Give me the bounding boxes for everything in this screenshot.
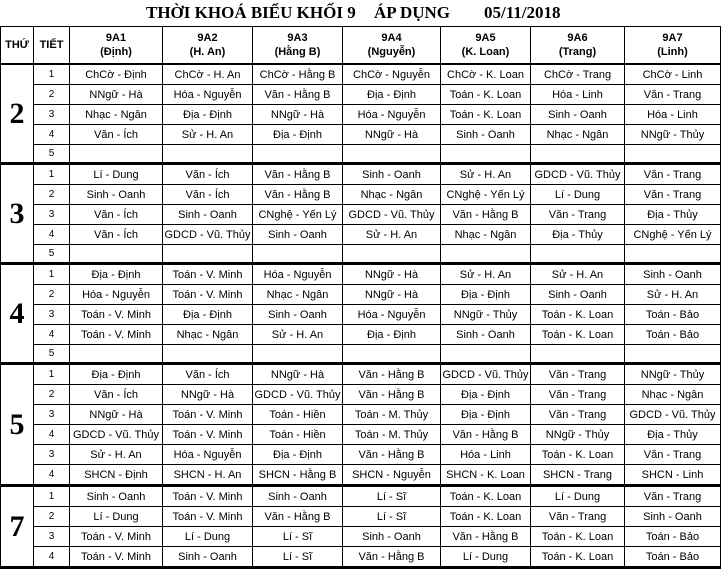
lesson-cell: Địa - Định (343, 85, 441, 105)
lesson-cell: SHCN - Định (70, 465, 163, 486)
class-teacher: (Nguyễn) (367, 46, 416, 58)
lesson-cell: Sinh - Oanh (253, 225, 343, 245)
lesson-cell: Văn - Trang (531, 385, 625, 405)
lesson-cell: Địa - Định (70, 364, 163, 385)
lesson-cell: Hóa - Nguyễn (343, 305, 441, 325)
lesson-cell: Văn - Trang (625, 185, 721, 205)
lesson-cell: Toán - M. Thủy (343, 405, 441, 425)
lesson-cell: Hóa - Nguyễn (163, 85, 253, 105)
lesson-cell: Toán - Bảo (625, 325, 721, 345)
lesson-cell: NNgữ - Hà (343, 285, 441, 305)
lesson-cell: Sinh - Oanh (253, 305, 343, 325)
lesson-cell (531, 245, 625, 264)
lesson-cell: Toán - Bảo (625, 547, 721, 568)
lesson-cell: Văn - Hằng B (441, 527, 531, 547)
title-date: 05/11/2018 (484, 3, 561, 22)
period-cell: 5 (34, 245, 70, 264)
lesson-cell (70, 245, 163, 264)
lesson-cell: Văn - Ích (70, 385, 163, 405)
class-code: 9A7 (662, 32, 683, 44)
lesson-cell (625, 245, 721, 264)
period-cell: 3 (34, 527, 70, 547)
lesson-cell: ChCờ - Linh (625, 64, 721, 85)
day-header: THỨ (1, 27, 34, 65)
lesson-cell: Sử - H. An (441, 164, 531, 185)
lesson-cell: Văn - Hằng B (253, 85, 343, 105)
lesson-cell: Toán - Bảo (625, 527, 721, 547)
timetable-row (1, 105, 721, 125)
lesson-cell: Lí - Dung (163, 527, 253, 547)
period-cell: 3 (34, 205, 70, 225)
lesson-cell: NNgữ - Thủy (531, 425, 625, 445)
lesson-cell (253, 345, 343, 364)
period-cell: 5 (34, 145, 70, 164)
lesson-cell: Văn - Trang (625, 164, 721, 185)
lesson-cell: Nhạc - Ngân (531, 125, 625, 145)
lesson-cell: GDCD - Vũ. Thủy (441, 364, 531, 385)
period-cell: 3 (34, 445, 70, 465)
lesson-cell: Văn - Hằng B (343, 547, 441, 568)
lesson-cell: Văn - Hằng B (441, 425, 531, 445)
lesson-cell: Văn - Trang (625, 486, 721, 507)
period-cell: 4 (34, 465, 70, 486)
lesson-cell (253, 145, 343, 164)
lesson-cell: Hóa - Linh (441, 445, 531, 465)
class-header-9a5 (441, 27, 531, 65)
lesson-cell: Toán - K. Loan (531, 445, 625, 465)
lesson-cell: Địa - Thủy (625, 425, 721, 445)
timetable-row (1, 85, 721, 105)
lesson-cell: Toán - V. Minh (70, 305, 163, 325)
lesson-cell: Văn - Ích (70, 125, 163, 145)
lesson-cell: Sử - H. An (531, 264, 625, 285)
lesson-cell: NNgữ - Hà (253, 105, 343, 125)
class-code: 9A5 (475, 32, 496, 44)
lesson-cell: SHCN - Trang (531, 465, 625, 486)
timetable-row (1, 465, 721, 486)
day-cell: 2 (1, 64, 34, 164)
period-cell: 5 (34, 345, 70, 364)
lesson-cell: Hóa - Linh (531, 85, 625, 105)
lesson-cell: Văn - Trang (531, 507, 625, 527)
timetable-row (1, 527, 721, 547)
lesson-cell: Toán - V. Minh (163, 264, 253, 285)
lesson-cell: Sinh - Oanh (163, 547, 253, 568)
lesson-cell: ChCờ - Trang (531, 64, 625, 85)
timetable-row (1, 185, 721, 205)
lesson-cell (625, 145, 721, 164)
lesson-cell: Lí - Dung (531, 486, 625, 507)
lesson-cell: Toán - V. Minh (163, 486, 253, 507)
timetable-row (1, 425, 721, 445)
lesson-cell: NNgữ - Hà (253, 364, 343, 385)
period-cell: 2 (34, 385, 70, 405)
lesson-cell: Toán - Hiền (253, 425, 343, 445)
timetable-row (1, 285, 721, 305)
timetable-row (1, 264, 721, 285)
lesson-cell (343, 345, 441, 364)
lesson-cell: Văn - Ích (163, 164, 253, 185)
lesson-cell: CNghệ - Yến Lý (253, 205, 343, 225)
class-code: 9A2 (197, 32, 218, 44)
lesson-cell: Văn - Trang (531, 364, 625, 385)
lesson-cell: Toán - K. Loan (441, 105, 531, 125)
lesson-cell: Văn - Hằng B (343, 445, 441, 465)
lesson-cell: Nhạc - Ngân (343, 185, 441, 205)
lesson-cell: ChCờ - Nguyễn (343, 64, 441, 85)
lesson-cell: Toán - V. Minh (70, 547, 163, 568)
lesson-cell: Sinh - Oanh (343, 164, 441, 185)
lesson-cell: Sinh - Oanh (343, 527, 441, 547)
timetable-row (1, 64, 721, 85)
lesson-cell: NNgữ - Thủy (625, 364, 721, 385)
lesson-cell: Địa - Định (343, 325, 441, 345)
period-cell: 1 (34, 64, 70, 85)
lesson-cell: SHCN - Hằng B (253, 465, 343, 486)
lesson-cell: Sinh - Oanh (531, 105, 625, 125)
lesson-cell: GDCD - Vũ. Thủy (343, 205, 441, 225)
lesson-cell: Toán - V. Minh (163, 425, 253, 445)
timetable-title (0, 0, 721, 26)
lesson-cell (253, 245, 343, 264)
lesson-cell: Sinh - Oanh (441, 325, 531, 345)
period-cell: 4 (34, 547, 70, 568)
lesson-cell: Toán - Bảo (625, 305, 721, 325)
lesson-cell: NNgữ - Thủy (441, 305, 531, 325)
lesson-cell: Văn - Ích (163, 185, 253, 205)
lesson-cell: Văn - Hằng B (253, 164, 343, 185)
lesson-cell: SHCN - Linh (625, 465, 721, 486)
lesson-cell: Sinh - Oanh (625, 264, 721, 285)
lesson-cell: SHCN - H. An (163, 465, 253, 486)
day-cell: 3 (1, 164, 34, 264)
period-cell: 4 (34, 125, 70, 145)
timetable-row (1, 125, 721, 145)
lesson-cell: Sử - H. An (441, 264, 531, 285)
lesson-cell: CNghệ - Yến Lý (625, 225, 721, 245)
timetable-row (1, 405, 721, 425)
lesson-cell: Hóa - Nguyễn (70, 285, 163, 305)
lesson-cell: Địa - Định (441, 385, 531, 405)
lesson-cell (70, 345, 163, 364)
lesson-cell: Sinh - Oanh (531, 285, 625, 305)
lesson-cell: Toán - K. Loan (441, 85, 531, 105)
lesson-cell: Toán - V. Minh (163, 405, 253, 425)
lesson-cell: GDCD - Vũ. Thủy (531, 164, 625, 185)
lesson-cell: Nhạc - Ngân (253, 285, 343, 305)
title-apply: ÁP DỤNG (374, 3, 451, 22)
class-code: 9A4 (381, 32, 402, 44)
lesson-cell: Văn - Trang (531, 205, 625, 225)
lesson-cell (163, 345, 253, 364)
lesson-cell: ChCờ - Hằng B (253, 64, 343, 85)
lesson-cell: Toán - K. Loan (531, 305, 625, 325)
lesson-cell: Nhạc - Ngân (163, 325, 253, 345)
lesson-cell: Nhạc - Ngân (441, 225, 531, 245)
lesson-cell: Địa - Định (163, 305, 253, 325)
timetable-row (1, 547, 721, 568)
lesson-cell: Địa - Thủy (531, 225, 625, 245)
lesson-cell: Văn - Hằng B (253, 185, 343, 205)
lesson-cell (441, 145, 531, 164)
lesson-cell: Sử - H. An (253, 325, 343, 345)
header-row (1, 27, 721, 65)
class-teacher: (Định) (100, 46, 132, 58)
lesson-cell: Văn - Ích (163, 364, 253, 385)
lesson-cell: NNgữ - Hà (163, 385, 253, 405)
lesson-cell (343, 145, 441, 164)
lesson-cell: Lí - Dung (441, 547, 531, 568)
lesson-cell: Sinh - Oanh (70, 185, 163, 205)
lesson-cell: Lí - Sĩ (343, 507, 441, 527)
lesson-cell: Lí - Sĩ (253, 527, 343, 547)
period-cell: 3 (34, 105, 70, 125)
lesson-cell: NNgữ - Hà (343, 125, 441, 145)
lesson-cell: Toán - V. Minh (70, 325, 163, 345)
lesson-cell: Sử - H. An (70, 445, 163, 465)
period-header: TIẾT (34, 27, 70, 65)
period-cell: 1 (34, 364, 70, 385)
lesson-cell: Văn - Hằng B (343, 364, 441, 385)
lesson-cell: Lí - Sĩ (253, 547, 343, 568)
day-cell: 4 (1, 264, 34, 364)
lesson-cell: Sinh - Oanh (163, 205, 253, 225)
class-code: 9A3 (287, 32, 308, 44)
lesson-cell (531, 145, 625, 164)
lesson-cell: NNgữ - Hà (70, 405, 163, 425)
lesson-cell: Địa - Định (253, 125, 343, 145)
class-header-9a2 (163, 27, 253, 65)
lesson-cell (163, 145, 253, 164)
lesson-cell: Lí - Dung (70, 507, 163, 527)
lesson-cell: Hóa - Nguyễn (163, 445, 253, 465)
title-main: THỜI KHOÁ BIỂU KHỐI 9 (146, 3, 356, 22)
lesson-cell: Hóa - Linh (625, 105, 721, 125)
lesson-cell: Hóa - Nguyễn (253, 264, 343, 285)
lesson-cell: CNghệ - Yến Lý (441, 185, 531, 205)
timetable-row (1, 445, 721, 465)
period-cell: 2 (34, 185, 70, 205)
class-code: 9A6 (567, 32, 588, 44)
class-header-9a7 (625, 27, 721, 65)
lesson-cell (531, 345, 625, 364)
lesson-cell: Địa - Định (70, 264, 163, 285)
class-header-9a3 (253, 27, 343, 65)
lesson-cell: Địa - Định (441, 285, 531, 305)
lesson-cell: Sử - H. An (625, 285, 721, 305)
lesson-cell (625, 345, 721, 364)
lesson-cell: Toán - V. Minh (70, 527, 163, 547)
lesson-cell: Toán - K. Loan (531, 325, 625, 345)
period-cell: 1 (34, 264, 70, 285)
lesson-cell: Nhạc - Ngân (625, 385, 721, 405)
class-teacher: (H. An) (189, 46, 226, 58)
period-cell: 3 (34, 405, 70, 425)
class-teacher: (Linh) (657, 46, 688, 58)
timetable-row (1, 486, 721, 507)
lesson-cell: NNgữ - Hà (70, 85, 163, 105)
period-cell: 1 (34, 164, 70, 185)
period-cell: 2 (34, 285, 70, 305)
lesson-cell: Văn - Ích (70, 205, 163, 225)
lesson-cell: SHCN - Nguyễn (343, 465, 441, 486)
period-cell: 3 (34, 305, 70, 325)
lesson-cell (343, 245, 441, 264)
period-cell: 4 (34, 225, 70, 245)
timetable-row (1, 225, 721, 245)
timetable-body (1, 64, 721, 568)
period-cell: 4 (34, 425, 70, 445)
lesson-cell: Toán - Hiền (253, 405, 343, 425)
class-code: 9A1 (105, 32, 127, 44)
lesson-cell: Văn - Trang (625, 85, 721, 105)
lesson-cell: GDCD - Vũ. Thủy (70, 425, 163, 445)
lesson-cell: Toán - K. Loan (531, 527, 625, 547)
timetable-row (1, 345, 721, 364)
lesson-cell: Lí - Dung (531, 185, 625, 205)
timetable-row (1, 507, 721, 527)
lesson-cell: ChCờ - Định (70, 64, 163, 85)
lesson-cell: Địa - Định (253, 445, 343, 465)
class-teacher: (Hằng B) (274, 46, 321, 58)
lesson-cell: ChCờ - K. Loan (441, 64, 531, 85)
lesson-cell: NNgữ - Hà (343, 264, 441, 285)
lesson-cell: Văn - Hằng B (441, 205, 531, 225)
lesson-cell: Toán - K. Loan (441, 507, 531, 527)
timetable-row (1, 364, 721, 385)
lesson-cell: Sử - H. An (343, 225, 441, 245)
timetable-row (1, 164, 721, 185)
lesson-cell: SHCN - K. Loan (441, 465, 531, 486)
period-cell: 4 (34, 325, 70, 345)
timetable-row (1, 305, 721, 325)
lesson-cell: Lí - Dung (70, 164, 163, 185)
period-cell: 2 (34, 507, 70, 527)
lesson-cell: Hóa - Nguyễn (343, 105, 441, 125)
lesson-cell: GDCD - Vũ. Thủy (163, 225, 253, 245)
period-cell: 1 (34, 486, 70, 507)
lesson-cell: NNgữ - Thủy (625, 125, 721, 145)
timetable-row (1, 325, 721, 345)
lesson-cell: Văn - Hằng B (343, 385, 441, 405)
lesson-cell: Toán - V. Minh (163, 285, 253, 305)
lesson-cell: Sinh - Oanh (625, 507, 721, 527)
lesson-cell (441, 245, 531, 264)
timetable-row (1, 205, 721, 225)
day-cell: 7 (1, 486, 34, 568)
lesson-cell: Địa - Định (441, 405, 531, 425)
lesson-cell: Văn - Ích (70, 225, 163, 245)
timetable-row (1, 385, 721, 405)
lesson-cell: Văn - Hằng B (253, 507, 343, 527)
lesson-cell: Sinh - Oanh (70, 486, 163, 507)
timetable-grid (0, 26, 721, 569)
class-header-9a4 (343, 27, 441, 65)
lesson-cell: Địa - Thủy (625, 205, 721, 225)
lesson-cell: Toán - M. Thủy (343, 425, 441, 445)
lesson-cell (163, 245, 253, 264)
lesson-cell (441, 345, 531, 364)
timetable-row (1, 145, 721, 164)
lesson-cell: Toán - V. Minh (163, 507, 253, 527)
lesson-cell: Sử - H. An (163, 125, 253, 145)
lesson-cell: Lí - Sĩ (343, 486, 441, 507)
lesson-cell (70, 145, 163, 164)
day-cell: 5 (1, 364, 34, 486)
lesson-cell: GDCD - Vũ. Thủy (625, 405, 721, 425)
class-teacher: (K. Loan) (461, 46, 510, 58)
lesson-cell: Văn - Trang (625, 445, 721, 465)
class-teacher: (Trang) (558, 46, 597, 58)
timetable-row (1, 245, 721, 264)
lesson-cell: ChCờ - H. An (163, 64, 253, 85)
lesson-cell: GDCD - Vũ. Thủy (253, 385, 343, 405)
class-header-9a6 (531, 27, 625, 65)
lesson-cell: Sinh - Oanh (441, 125, 531, 145)
lesson-cell: Nhạc - Ngân (70, 105, 163, 125)
lesson-cell: Toán - K. Loan (531, 547, 625, 568)
lesson-cell: Toán - K. Loan (441, 486, 531, 507)
lesson-cell: Văn - Trang (531, 405, 625, 425)
period-cell: 2 (34, 85, 70, 105)
lesson-cell: Sinh - Oanh (253, 486, 343, 507)
lesson-cell: Địa - Định (163, 105, 253, 125)
class-header-9a1 (70, 27, 163, 65)
